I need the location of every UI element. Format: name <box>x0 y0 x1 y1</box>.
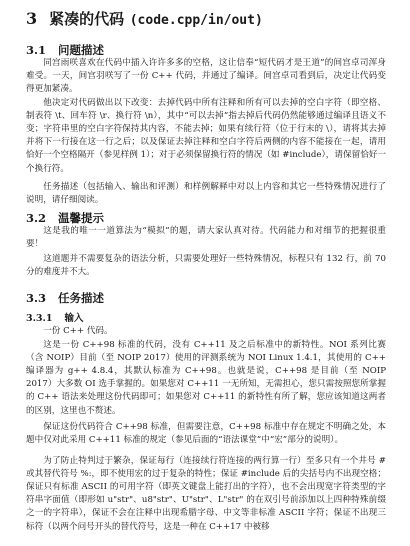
paragraph: 一份 C++ 代码。 <box>43 325 113 336</box>
section-heading-3-1 <box>26 42 104 58</box>
section-title: 问题描述 <box>58 43 105 57</box>
paragraph: 保证这份代码符合 C++98 标准，但需要注意，C++98 标准中存在规定不明确之处，本题中仅对此采用 C++11 标准的规定（参见后面的“语法课堂”中“宏”部分的说明）。 <box>26 421 386 445</box>
paragraph: 这道题并不需要复杂的语法分析，只需要处理好一些特殊情况，标程只有 132 行，前 70 分的难度并不大。 <box>26 253 386 277</box>
paragraph: 他决定对代码做出以下改变：去掉代码中所有注释和所有可以去掉的空白字符（即空格、制表符 \t、回车符 \r、换行符 \n），其中“可以去掉”指去掉后代码仍然能够通过编译且语义不变；字符串里的空白字符保持其内容，不能去掉；如果有续行符（位于行末的 \），请将其去掉并将下一行接在这一行之后；以及保证去掉注释和空白字符后两侧的内容不能接在一起，请用恰好一个空格隔开（参见样例 1）；对于必须保留换行符的情况（如 #include），请保留恰好一个换行符。 <box>26 97 386 174</box>
paragraph: 为了防止特判过于繁杂，保证每行（连接续行符连接的两行算一行）至多只有一个井号 # 或其替代符号 %:，即不使用宏的过于复杂的特性；保证 #include 后的尖括号内不出现空格；保证只有标准 ASCII 的可用字符（即英文键盘上能打出的字符），也不会出现宽字符类型的字符串字面值（即形如 u"str"、u8"str"、U"str"、L"str" 的在双引号前添加以上四种特殊前缀之一的字符串），保证不会在注释中出现希腊字母、中文等非标准 ASCII 字符；保证不出现三标符（以两个问号开头的替代符号，这是一种在 C++17 中被移 <box>26 455 386 532</box>
paragraph: 这是一份 C++98 标准的代码，没有 C++11 及之后标准中的新特性。NOI 系列比赛（含 NOIP）目前（至 NOIP 2017）使用的评测系统为 NOI Linux 1.4.1，其使用的 C++ 编译器为 g++ 4.8.4，其默认标准为 C++98。也就是说，C++98 是目前（至 NOIP 2017）大多数 OI 选手掌握的。如果您对 C++11 一无所知，无需担心，您只需按照您所掌握的 C++ 语法来处理这份代码即可；如果您对 C++11 的新特性有所了解，您应该知道这两者的区别，这里也不赘述。 <box>26 339 386 416</box>
section-heading-3-3 <box>26 290 104 306</box>
chapter-file-names: (code.cpp/in/out) <box>129 13 263 28</box>
chapter-title-text: 紧凑的代码 <box>49 10 125 28</box>
paragraph: 任务描述（包括输入、输出和评测）和样例解释中对以上内容和其它一些特殊情况进行了说明，请仔细阅读。 <box>26 181 386 205</box>
section-number: 3.2 <box>26 211 47 225</box>
subsection-number: 3.3.1 <box>26 313 53 324</box>
section-heading-3-2 <box>26 210 104 226</box>
section-number: 3.3 <box>26 291 47 305</box>
chapter-number: 3 <box>26 9 38 28</box>
section-title: 温馨提示 <box>58 211 105 225</box>
paragraph: 同宫雨咲喜欢在代码中插入许许多多的空格，这让信奉“短代码才是王道”的间宫卓司浑身难受。一天，间宫羽咲写了一份 C++ 代码，并通过了编译。间宫卓司看到后，决定让代码变得更加紧凑。 <box>26 57 386 94</box>
paragraph: 这是我的唯一一道算法为“模拟”的题，请大家认真对待。代码能力和对细节的把握很重要！ <box>26 225 386 249</box>
chapter-title <box>26 8 263 29</box>
section-title: 任务描述 <box>58 291 105 305</box>
subsection-title: 输入 <box>64 313 84 324</box>
subsection-heading-3-3-1 <box>26 310 83 324</box>
section-number: 3.1 <box>26 43 47 57</box>
